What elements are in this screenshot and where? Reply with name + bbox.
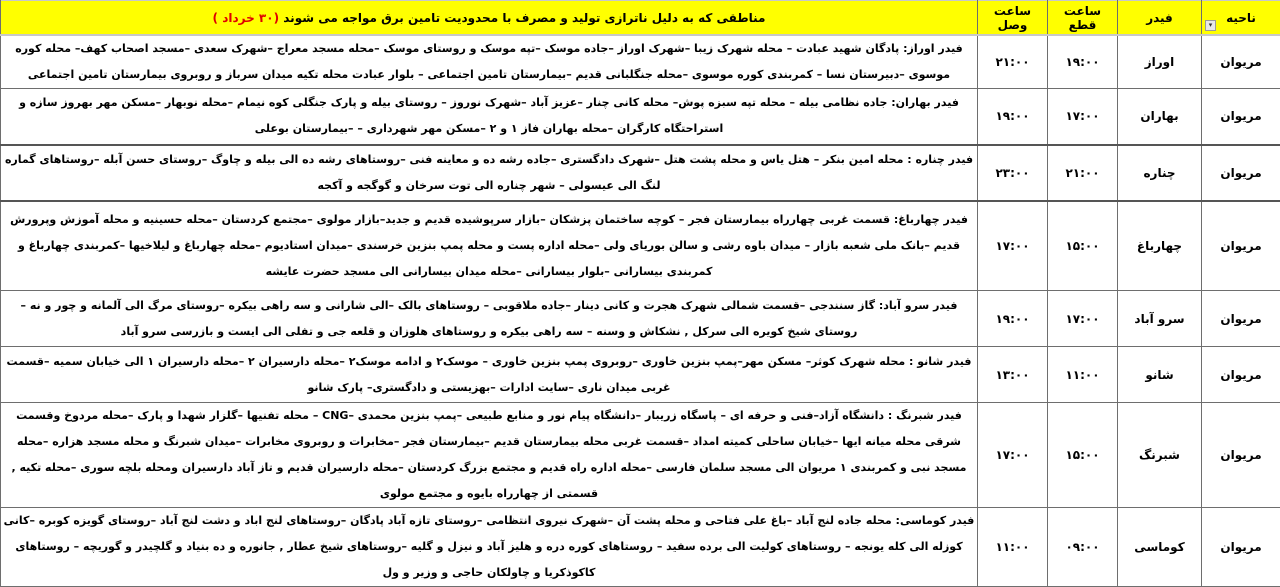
header-title bbox=[1, 1, 978, 36]
table-row bbox=[1, 145, 1280, 201]
district-cell: مریوان bbox=[1202, 347, 1280, 403]
connect-time-cell: ۱۹:۰۰ bbox=[978, 89, 1048, 145]
cut-time-cell: ۱۵:۰۰ bbox=[1048, 403, 1118, 508]
affected-areas-cell: فیدر چهارباغ: قسمت غربی چهارراه بیمارستان فجر – کوچه ساختمان پزشکان –بازار سرپوشیده قدیم و جدید–بازار مولوی –مجتمع کردستان –محله حسینیه و محله آموزش وپرورش قدیم –بانک ملی شعبه بازار – میدان باوه رشی و سالن بوریای ولی –محله اداره پست و محله پمپ بنزین خرسندی –میدان استادیوم –محله چهارباغ و لیلاخیها –کمربندی چهارباغ و کمربندی بیسارانی –بلوار بیسارانی –محله میدان بیسارانی الی مسجد حضرت عایشه bbox=[1, 201, 978, 291]
filter-dropdown-icon[interactable]: ▾ bbox=[1205, 20, 1216, 31]
feeder-cell: کوماسی bbox=[1118, 508, 1202, 587]
affected-areas-cell: فیدر بهاران: جاده نظامی بیله – محله تپه سبزه پوش– محله کانی چنار –عزیز آباد –شهرک نوروز – روستای بیله و پارک جنگلی کوه نیمام –محله نوبهار –مسکن مهر بهروز سازه و استراحتگاه کارگران –محله بهاران فاز ۱ و ۲ –مسکن مهر شهرداری – –بیمارستان بوعلی bbox=[1, 89, 978, 145]
cut-time-cell: ۱۷:۰۰ bbox=[1048, 89, 1118, 145]
connect-time-cell: ۱۳:۰۰ bbox=[978, 347, 1048, 403]
table-row bbox=[1, 35, 1280, 89]
district-cell: مریوان bbox=[1202, 508, 1280, 587]
district-cell: مریوان bbox=[1202, 89, 1280, 145]
affected-areas-cell: فیدر اوراز: پادگان شهید عبادت – محله شهرک زیبا –شهرک اوراز –جاده موسک –تپه موسک و روستای موسک –محله مسجد معراج –شهرک سعدی –مسجد اصحاب کهف– محله کوره موسوی –دبیرستان نسا – کمربندی کوره موسوی –محله جنگلبانی قدیم –بیمارستان تامین اجتماعی – بلوار عبادت محله تکیه میدان سرباز و روبروی بیمارستان تامین اجتماعی bbox=[1, 35, 978, 89]
feeder-cell: شانو bbox=[1118, 347, 1202, 403]
table-row bbox=[1, 508, 1280, 587]
cut-time-cell: ۱۷:۰۰ bbox=[1048, 291, 1118, 347]
cut-time-cell: ۰۹:۰۰ bbox=[1048, 508, 1118, 587]
connect-time-cell: ۲۳:۰۰ bbox=[978, 145, 1048, 201]
affected-areas-cell: فیدر کوماسی: محله جاده لنج آباد –باغ علی فتاحی و محله پشت آن –شهرک نیروی انتظامی –روستای تازه آباد پادگان –روستاهای لنج اباد و دشت لنج آباد –روستای گویزه کوبره –کانی کوزله الی کله یونجه – روستاهای کولیت الی برده سفید – روستاهای کوره دره و هلیز آباد و نیزل و گلیه –روستاهای شیخ عطار , جانوره و ده بنیاد و گلچیدر و گوریچه – روستاهای کاکوذکریا و چاولکان حاجی و وزیر و ول bbox=[1, 508, 978, 587]
header-feeder: فیدر bbox=[1118, 1, 1202, 36]
table-row bbox=[1, 347, 1280, 403]
cut-time-cell: ۱۱:۰۰ bbox=[1048, 347, 1118, 403]
connect-time-cell: ۲۱:۰۰ bbox=[978, 35, 1048, 89]
feeder-cell: سرو آباد bbox=[1118, 291, 1202, 347]
district-cell: مریوان bbox=[1202, 403, 1280, 508]
header-district-label: ناحیه bbox=[1226, 11, 1256, 25]
district-cell: مریوان bbox=[1202, 145, 1280, 201]
connect-time-cell: ۱۹:۰۰ bbox=[978, 291, 1048, 347]
connect-time-cell: ۱۷:۰۰ bbox=[978, 201, 1048, 291]
feeder-cell: چهارباغ bbox=[1118, 201, 1202, 291]
table-row bbox=[1, 291, 1280, 347]
district-cell: مریوان bbox=[1202, 291, 1280, 347]
header-district bbox=[1202, 1, 1280, 36]
affected-areas-cell: فیدر سرو آباد: گاز سنندجی –قسمت شمالی شهرک هجرت و کانی دینار –جاده ملاقوبی – روستاهای بالک –الی شارانی و سه راهی بیکره –روستای مرگ الی آلمانه و چور و نه – روستای شیخ کویره الی سرکل , نشکاش و وسنه – سه راهی بیکره و روستاهای هلوزان و قلعه جی و تفلی الی ایست و بازرسی سرو آباد bbox=[1, 291, 978, 347]
cut-time-cell: ۱۹:۰۰ bbox=[1048, 35, 1118, 89]
feeder-cell: بهاران bbox=[1118, 89, 1202, 145]
feeder-cell: چناره bbox=[1118, 145, 1202, 201]
connect-time-cell: ۱۷:۰۰ bbox=[978, 403, 1048, 508]
feeder-cell: شبرنگ bbox=[1118, 403, 1202, 508]
affected-areas-cell: فیدر شانو : محله شهرک کوثر– مسکن مهر–پمپ بنزین خاوری –روبروی پمپ بنزین خاوری – موسک۲ و ادامه موسک۲ –محله دارسیران ۲ –محله دارسیران ۱ الی خیابان سمیه –قسمت غربی میدان ناری –سایت ادارات –بهزیستی و دادگستری– پارک شانو bbox=[1, 347, 978, 403]
cut-time-cell: ۲۱:۰۰ bbox=[1048, 145, 1118, 201]
header-cut-time: ساعت قطع bbox=[1048, 1, 1118, 36]
district-cell: مریوان bbox=[1202, 201, 1280, 291]
title-date: (۳۰ خرداد ) bbox=[213, 11, 280, 25]
district-cell: مریوان bbox=[1202, 35, 1280, 89]
affected-areas-cell: فیدر شبرنگ : دانشگاه آزاد–فنی و حرفه ای – پاسگاه زریبار –دانشگاه پیام نور و منابع طبیعی –پمپ بنزین محمدی –CNG – محله تفنیها –گلزار شهدا و پارک –محله مردوخ وقسمت شرقی محله میانه ایها –خیابان ساحلی کمیته امداد –قسمت غربی محله بیمارستان قدیم –بیمارستان فجر –مخابرات و روبروی مخابرات –میدان شبرنگ و محله مسجد هزاره –محله مسجد نبی و کمربندی ۱ مریوان الی مسجد سلمان فارسی –محله اداره راه قدیم و مجتمع بزرگ کردستان –محله دارسیران قدیم و تاز آباد دارسیران ومحله بلچه سوری –محله تکیه , قسمتی از چهارراه بایوه و مجتمع مولوی bbox=[1, 403, 978, 508]
table-row bbox=[1, 89, 1280, 145]
cut-time-cell: ۱۵:۰۰ bbox=[1048, 201, 1118, 291]
feeder-cell: اوراز bbox=[1118, 35, 1202, 89]
table-row bbox=[1, 201, 1280, 291]
header-row bbox=[1, 1, 1280, 36]
affected-areas-cell: فیدر چناره : محله امین بنکر – هتل یاس و محله پشت هتل –شهرک دادگستری –جاده رشه ده و معاینه فنی –روستاهای رشه ده الی بیله و چاوگ –روستای حسن آبله –روستاهای گماره لنگ الی عیسولی – شهر چناره الی توت سرخان و گوگجه و آکجه bbox=[1, 145, 978, 201]
connect-time-cell: ۱۱:۰۰ bbox=[978, 508, 1048, 587]
header-connect-time: ساعت وصل bbox=[978, 1, 1048, 36]
title-text: مناطقی که به دلیل ناترازی تولید و مصرف با محدودیت تامین برق مواجه می شوند bbox=[283, 11, 765, 25]
table-row bbox=[1, 403, 1280, 508]
